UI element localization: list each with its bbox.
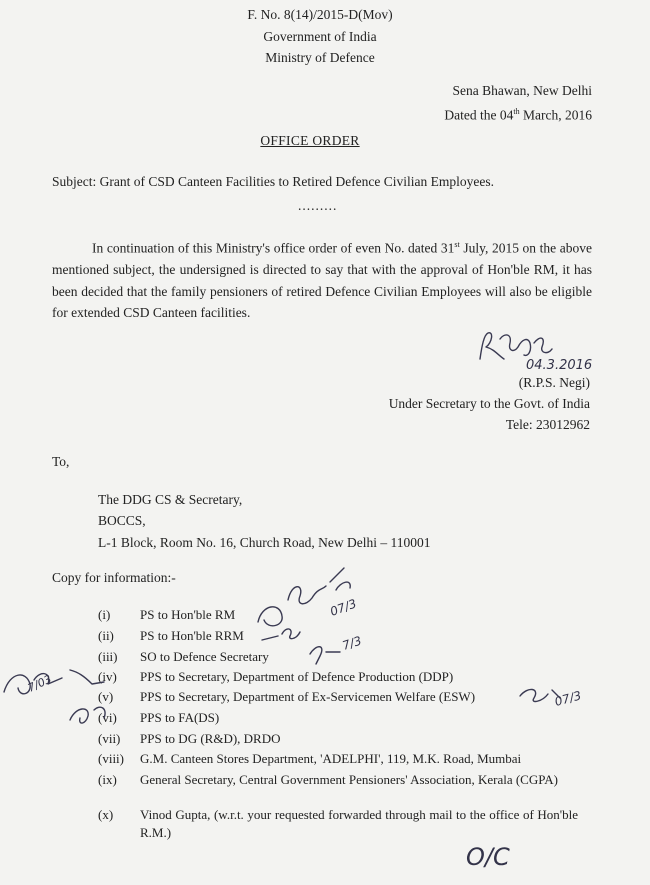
signatory-designation: Under Secretary to the Govt. of India bbox=[388, 396, 590, 411]
annotation-date-3: 7/03 bbox=[25, 672, 54, 695]
body-paragraph: In continuation of this Ministry's office order of even No. dated 31st July, 2015 on the above mentioned subject, the undersigned is directed to say that with the approval of Hon'ble RM, it has been decided that the family pensioners of retired Defence Civilian Employees will also be eligible for extended CSD Canteen facilities. bbox=[52, 240, 592, 320]
handwritten-signature bbox=[470, 325, 610, 373]
handwritten-annotations bbox=[0, 560, 650, 885]
place: Sena Bhawan, New Delhi bbox=[452, 83, 592, 98]
svg-text:O/C: O/C bbox=[466, 843, 510, 871]
addressee-line-2: BOCCS, bbox=[98, 513, 146, 528]
copy-label: Copy for information:- bbox=[52, 570, 176, 585]
annotation-date-4: 07/3 bbox=[553, 688, 583, 709]
annotation-date-2: 7/3 bbox=[340, 633, 364, 653]
to-label: To, bbox=[52, 454, 70, 469]
annotation-scribble-4 bbox=[4, 670, 104, 694]
date-line: Dated the 04th March, 2016 bbox=[444, 107, 592, 123]
addressee-line-3: L-1 Block, Room No. 16, Church Road, New Delhi – 110001 bbox=[98, 535, 431, 550]
annotation-date-1: 07/3 bbox=[328, 596, 359, 619]
signatory-telephone: Tele: 23012962 bbox=[505, 417, 590, 432]
annotation-scribble-3 bbox=[310, 647, 340, 664]
file-number: F. No. 8(14)/2015-D(Mov) bbox=[247, 7, 393, 22]
addressee-line-1: The DDG CS & Secretary, bbox=[98, 492, 243, 507]
page-title: OFFICE ORDER bbox=[260, 133, 360, 148]
bottom-handwritten-note bbox=[462, 835, 532, 875]
svg-text:04.3.2016: 04.3.2016 bbox=[526, 358, 593, 373]
signatory-name: (R.P.S. Negi) bbox=[518, 375, 590, 390]
ministry-line: Ministry of Defence bbox=[265, 50, 375, 65]
office-order-document: F. No. 8(14)/2015-D(Mov) Government of India Ministry of Defence Sena Bhawan, New Delhi Dated the 04th March, 2016 OFFICE ORDER Subject: Grant of CSD Canteen Facilities to Retired Defence Civilian Employees. ......... In continuation of this Ministry's office order of even No. dated 31st July, 2015 on the above mentioned subject, the undersigned is directed to say that with the approval of Hon'ble RM, it has been decided that the family pensioners of retired Defence Civilian Employees will also be eligible for extended CSD Canteen facilities. 04.3.2016 (R.P.S. Negi) Under Secretary to the Govt. of India Tele: 23012962 To, The DDG CS & Secretary, BOCCS, L-1 Block, Room No. 16, Church Road, New Delhi – 110001 Copy for information:- (i) PS to Hon'ble RM (ii) PS to Hon'ble RRM (iii) SO to Defence Secretary (iv) PPS to Secretary, Department of Defence Production (DDP) (v) PPS to Secretary, Department of Ex-Servicemen Welfare (ESW) (vi) PPS to FA(DS) (vii) PPS to DG (R&D), DRDO (viii) G.M. Canteen Stores Department, 'ADELPHI', 119, M.K. Road, Mumbai (ix) General Secretary, Central Government Pensioners' Association, Kerala (CGPA) (x) Vinod Gupta, (w.r.t. your requested forwarded through mail to the office of Hon'ble R.M.) 07/3 7/3 7/03 07/3 O/C bbox=[0, 0, 650, 885]
separator: ......... bbox=[298, 198, 338, 213]
subject-line: Subject: Grant of CSD Canteen Facilities to Retired Defence Civilian Employees. bbox=[52, 174, 495, 189]
annotation-scribble-2 bbox=[262, 629, 300, 640]
government-line: Government of India bbox=[263, 29, 377, 44]
annotation-scribble-6 bbox=[70, 707, 105, 723]
